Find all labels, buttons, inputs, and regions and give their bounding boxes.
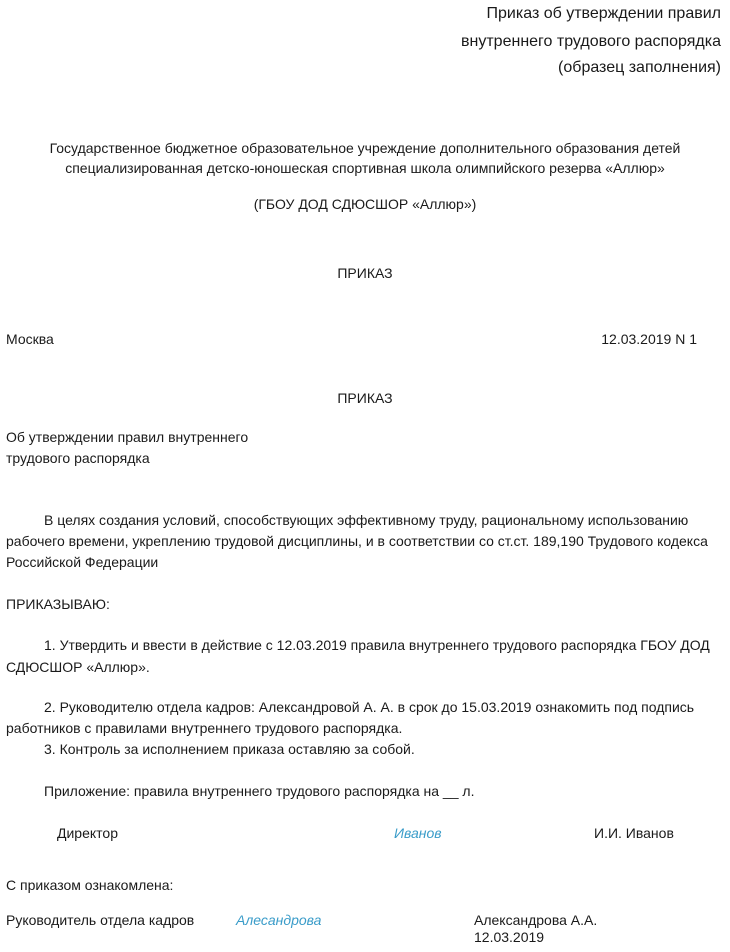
- director-signature: Иванов: [394, 825, 442, 841]
- hr-name: Александрова А.А.: [474, 912, 598, 928]
- director-title: Директор: [57, 825, 118, 841]
- preamble-line-2: рабочего времени, укреплению трудовой дисциплины, и в соответствии со ст.ст. 189,190 Трудового кодекса: [6, 533, 708, 549]
- organization-name-line-2: специализированная детско-юношеская спортивная школа олимпийского резерва «Аллюр»: [65, 160, 665, 176]
- order-item-1-line-1: 1. Утвердить и ввести в действие с 12.03.2019 правила внутреннего трудового распорядка ГБОУ ДОД: [44, 637, 710, 653]
- order-heading: ПРИКАЗ: [337, 390, 393, 406]
- order-directive-word: ПРИКАЗЫВАЮ:: [6, 596, 110, 612]
- hr-signature: Алесандрова: [236, 912, 322, 928]
- hr-acknowledgement-date: 12.03.2019: [474, 929, 545, 945]
- director-name: И.И. Иванов: [594, 825, 674, 841]
- organization-abbreviation: (ГБОУ ДОД СДЮСШОР «Аллюр»): [253, 196, 477, 212]
- order-item-2-line-2: работников с правилами внутреннего трудового распорядка.: [6, 720, 403, 736]
- organization-name-line-1: Государственное бюджетное образовательное учреждение дополнительного образования детей: [49, 140, 681, 156]
- city: Москва: [6, 331, 54, 347]
- order-item-2-line-1: 2. Руководителю отдела кадров: Александровой А. А. в срок до 15.03.2019 ознакомить под подпись: [44, 699, 695, 715]
- order-date-number: 12.03.2019 N 1: [601, 331, 697, 347]
- preamble-line-1: В целях создания условий, способствующих эффективному труду, рациональному использованию: [44, 512, 689, 528]
- subject-line-1: Об утверждении правил внутреннего: [6, 429, 249, 445]
- appendix-note: Приложение: правила внутреннего трудового распорядка на __ л.: [44, 783, 475, 799]
- subject-line-2: трудового распорядка: [6, 450, 150, 466]
- preamble-line-3: Российской Федерации: [6, 554, 159, 570]
- acknowledgement-label: С приказом ознакомлена:: [6, 877, 174, 893]
- doc-type-heading: ПРИКАЗ: [337, 265, 393, 281]
- header-subtitle: (образец заполнения): [558, 59, 721, 76]
- order-item-3: 3. Контроль за исполнением приказа оставляю за собой.: [44, 741, 415, 757]
- header-title-line-2: внутреннего трудового распорядка: [461, 33, 721, 50]
- order-item-1-line-2: СДЮСШОР «Аллюр».: [6, 659, 150, 675]
- header-title-line-1: Приказ об утверждении правил: [486, 5, 721, 22]
- hr-title: Руководитель отдела кадров: [6, 912, 195, 928]
